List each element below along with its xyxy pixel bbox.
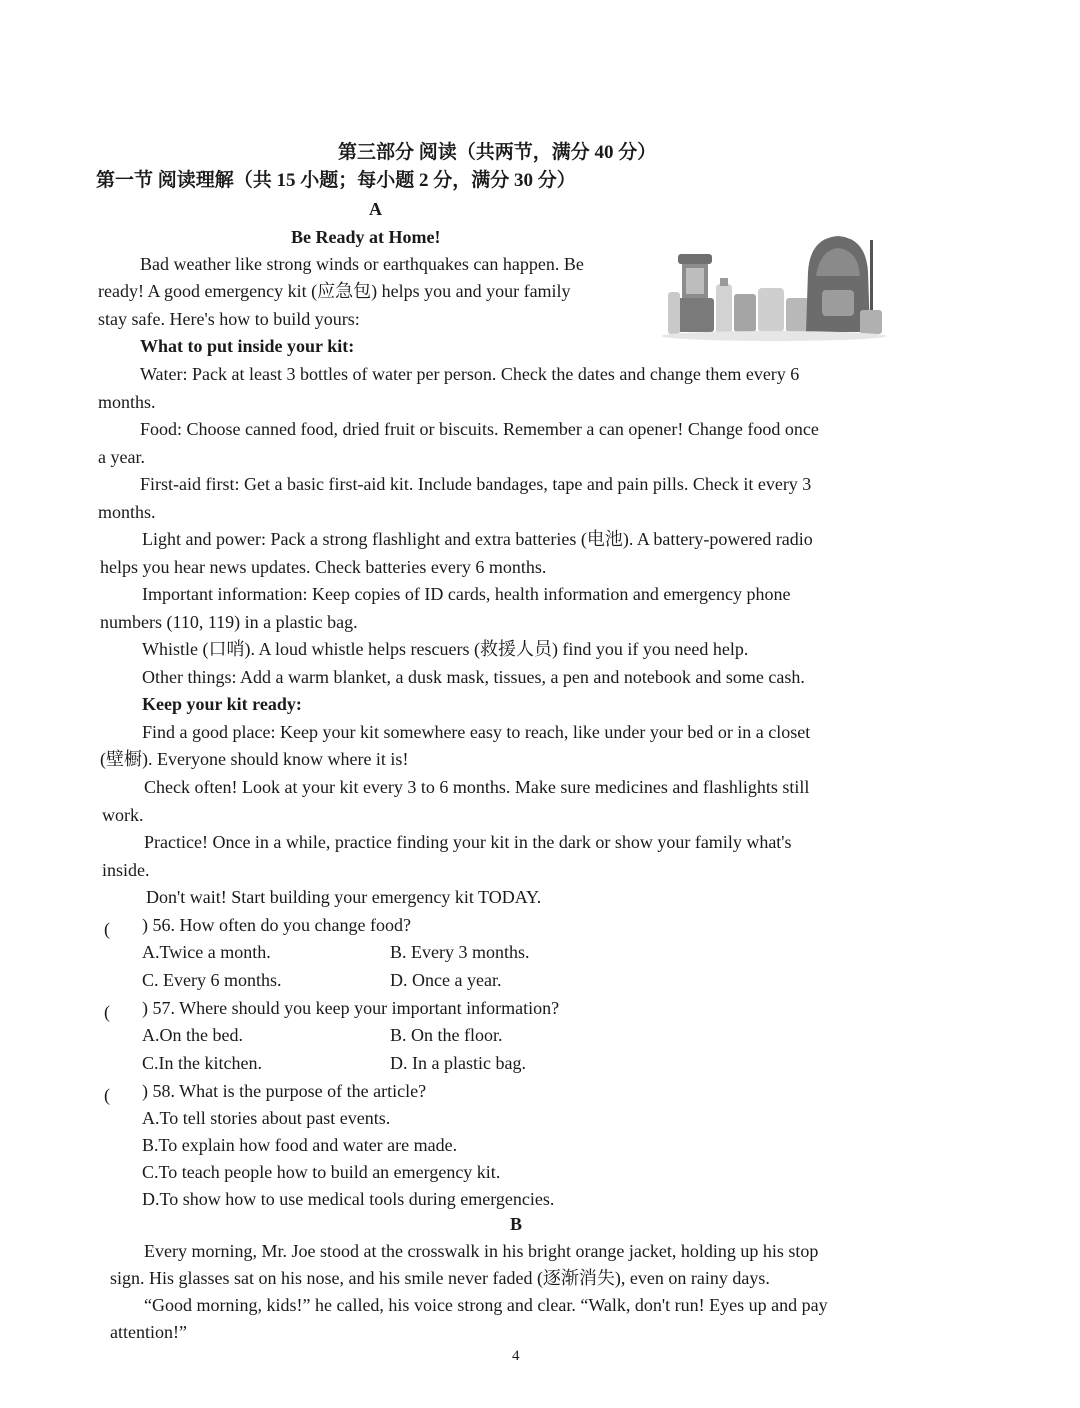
option-56-c: C. Every 6 months. — [142, 970, 282, 990]
subheading-kit-contents: What to put inside your kit: — [140, 336, 355, 356]
option-57-d: D. In a plastic bag. — [390, 1053, 526, 1073]
option-58-d: D.To show how to use medical tools during emergencies. — [142, 1189, 555, 1209]
option-57-b: B. On the floor. — [390, 1025, 503, 1045]
passage-a-line: Whistle (口哨). A loud whistle helps rescuers (救援人员) find you if you need help. — [142, 639, 749, 659]
section-title: 第一节 阅读理解（共 15 小题；每小题 2 分，满分 30 分） — [96, 170, 576, 191]
passage-a-line: work. — [102, 805, 144, 825]
option-57-a: A.On the bed. — [142, 1025, 243, 1045]
option-56-b: B. Every 3 months. — [390, 942, 530, 962]
question-58: ) 58. What is the purpose of the article? — [142, 1081, 427, 1101]
passage-b-line: attention!” — [110, 1322, 187, 1342]
passage-a-line: months. — [98, 502, 156, 522]
passage-a-line: (壁橱). Everyone should know where it is! — [100, 749, 409, 769]
passage-a-line: Check often! Look at your kit every 3 to 6 months. Make sure medicines and flashlights still — [144, 777, 810, 797]
question-57: ) 57. Where should you keep your important information? — [142, 998, 560, 1018]
option-58-a: A.To tell stories about past events. — [142, 1108, 391, 1128]
passage-b-label: B — [510, 1214, 523, 1234]
passage-a-line: Find a good place: Keep your kit somewhere easy to reach, like under your bed or in a closet — [142, 722, 811, 742]
passage-a-line: stay safe. Here's how to build yours: — [98, 309, 360, 329]
question-56: ) 56. How often do you change food? — [142, 915, 411, 935]
option-56-a: A.Twice a month. — [142, 942, 271, 962]
passage-a-line: a year. — [98, 447, 145, 467]
passage-a-line: Light and power: Pack a strong flashlight and extra batteries (电池). A battery-powered radio — [142, 529, 813, 549]
answer-blank[interactable]: ( — [104, 1085, 110, 1105]
passage-a-line: Bad weather like strong winds or earthquakes can happen. Be — [140, 254, 584, 274]
page-number: 4 — [512, 1348, 520, 1364]
emergency-kit-items-icon — [660, 232, 888, 342]
passage-a-line: helps you hear news updates. Check batteries every 6 months. — [100, 557, 547, 577]
answer-blank[interactable]: ( — [104, 919, 110, 939]
part-title: 第三部分 阅读（共两节，满分 40 分） — [338, 142, 657, 163]
passage-a-line: numbers (110, 119) in a plastic bag. — [100, 612, 358, 632]
passage-a-line: Practice! Once in a while, practice finding your kit in the dark or show your family what's — [144, 832, 792, 852]
passage-b-line: “Good morning, kids!” he called, his voice strong and clear. “Walk, don't run! Eyes up and pay — [144, 1295, 828, 1315]
passage-a-line: Don't wait! Start building your emergency kit TODAY. — [146, 887, 542, 907]
passage-a-line: ready! A good emergency kit (应急包) helps you and your family — [98, 281, 571, 301]
passage-a-line: First-aid first: Get a basic first-aid kit. Include bandages, tape and pain pills. Check it every 3 — [140, 474, 812, 494]
passage-b-line: sign. His glasses sat on his nose, and his smile never faded (逐渐消失), even on rainy days. — [110, 1268, 770, 1288]
option-58-c: C.To teach people how to build an emergency kit. — [142, 1162, 501, 1182]
option-57-c: C.In the kitchen. — [142, 1053, 262, 1073]
passage-a-label: A — [369, 199, 382, 219]
article-title: Be Ready at Home! — [291, 227, 441, 247]
passage-a-line: Water: Pack at least 3 bottles of water per person. Check the dates and change them every 6 — [140, 364, 800, 384]
passage-b-line: Every morning, Mr. Joe stood at the crosswalk in his bright orange jacket, holding up his stop — [144, 1241, 819, 1261]
option-58-b: B.To explain how food and water are made. — [142, 1135, 458, 1155]
passage-a-line: months. — [98, 392, 156, 412]
passage-a-line: Important information: Keep copies of ID cards, health information and emergency phone — [142, 584, 791, 604]
subheading-kit-ready: Keep your kit ready: — [142, 694, 302, 714]
passage-a-line: Food: Choose canned food, dried fruit or biscuits. Remember a can opener! Change food once — [140, 419, 819, 439]
answer-blank[interactable]: ( — [104, 1002, 110, 1022]
option-56-d: D. Once a year. — [390, 970, 502, 990]
passage-a-line: Other things: Add a warm blanket, a dusk mask, tissues, a pen and notebook and some cash. — [142, 667, 805, 687]
passage-a-line: inside. — [102, 860, 150, 880]
